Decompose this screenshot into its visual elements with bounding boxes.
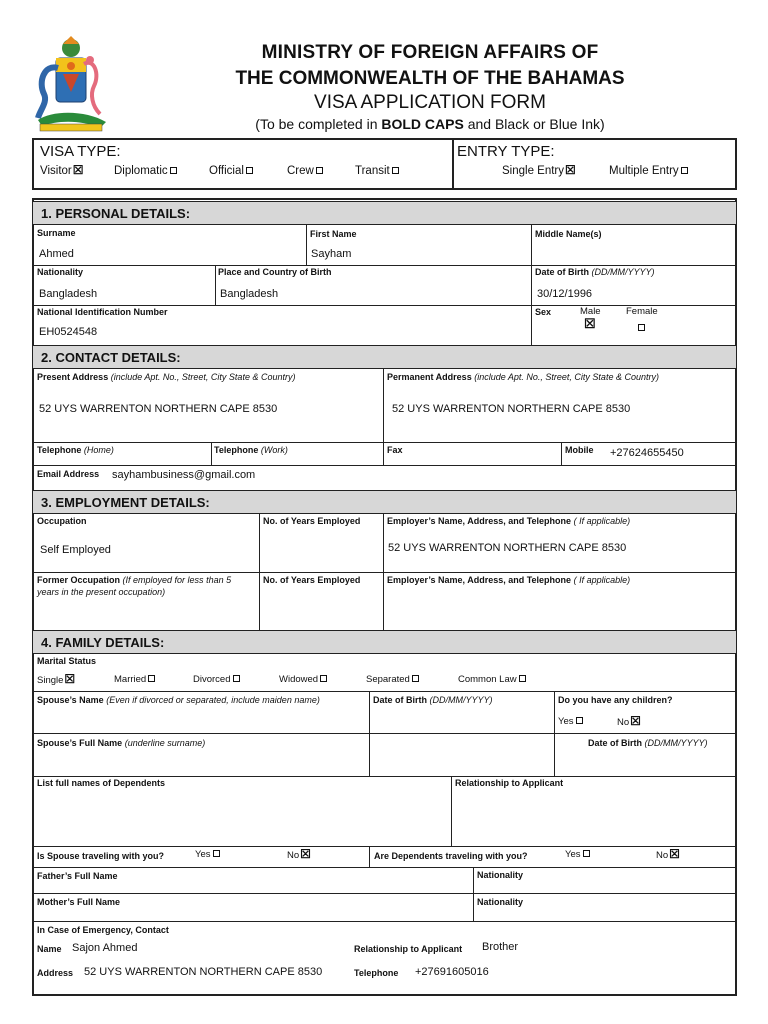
emergency-address-label: Address	[37, 968, 74, 978]
nid-value[interactable]: EH0524548	[39, 326, 98, 338]
section-employment-details: 3. EMPLOYMENT DETAILS:	[33, 490, 736, 514]
emergency-address-value[interactable]: 52 UYS WARRENTON NORTHERN CAPE 8530	[84, 966, 323, 978]
present-address-label: Present Address (include Apt. No., Street, City State & Country)	[37, 372, 296, 382]
email-label: Email Address	[37, 469, 100, 479]
first-name-value[interactable]: Sayham	[311, 248, 352, 260]
entry-option-multiple[interactable]: Multiple Entry	[609, 165, 688, 177]
marital-status-label: Marital Status	[37, 656, 97, 666]
dob-label: Date of Birth (DD/MM/YYYY)	[535, 267, 655, 277]
place-of-birth-value[interactable]: Bangladesh	[220, 288, 279, 300]
email-value[interactable]: sayhambusiness@gmail.com	[112, 469, 256, 481]
visa-option-crew[interactable]: Crew	[287, 165, 323, 177]
form-instructions: (To be completed in BOLD CAPS and Black or Blue Ink)	[255, 116, 605, 132]
dob-value[interactable]: 30/12/1996	[537, 288, 593, 300]
visa-option-official[interactable]: Official	[209, 165, 253, 177]
section-family-details: 4. FAMILY DETAILS:	[33, 630, 736, 654]
mobile-label: Mobile	[565, 445, 594, 455]
employer-value[interactable]: 52 UYS WARRENTON NORTHERN CAPE 8530	[388, 542, 627, 554]
marital-widowed[interactable]: Widowed	[279, 674, 327, 685]
fax-label: Fax	[387, 445, 403, 455]
spouse-travel-no[interactable]: No☒	[287, 847, 311, 861]
entry-type-label: ENTRY TYPE:	[457, 143, 555, 160]
emergency-relationship-value[interactable]: Brother	[482, 941, 519, 953]
permanent-address-value[interactable]: 52 UYS WARRENTON NORTHERN CAPE 8530	[392, 403, 631, 415]
emergency-name-label: Name	[37, 944, 62, 954]
surname-label: Surname	[37, 228, 76, 238]
visa-type-label: VISA TYPE:	[40, 143, 121, 160]
mother-nationality-label: Nationality	[477, 897, 524, 907]
spouse-full-dob-label: Date of Birth (DD/MM/YYYY)	[588, 738, 708, 748]
mobile-value[interactable]: +27624655450	[610, 447, 684, 459]
visa-option-visitor[interactable]: Visitor☒	[40, 163, 84, 177]
children-label: Do you have any children?	[558, 695, 673, 705]
dependents-travel-yes[interactable]: Yes	[565, 849, 590, 860]
form-frame	[32, 198, 737, 996]
spouse-travel-label: Is Spouse traveling with you?	[37, 851, 165, 861]
surname-value[interactable]: Ahmed	[39, 248, 74, 260]
section-personal-details: 1. PERSONAL DETAILS:	[33, 201, 736, 225]
father-nationality-label: Nationality	[477, 870, 524, 880]
emergency-relationship-label: Relationship to Applicant	[354, 944, 463, 954]
emergency-telephone-label: Telephone	[354, 968, 399, 978]
former-occupation-hint: years in the present occupation)	[37, 587, 166, 597]
mother-name-label: Mother’s Full Name	[37, 897, 121, 907]
emergency-contact-label: In Case of Emergency, Contact	[37, 925, 169, 935]
spouse-name-label: Spouse’s Name (Even if divorced or separated, include maiden name)	[37, 695, 320, 705]
marital-common-law[interactable]: Common Law	[458, 674, 526, 685]
sex-label: Sex	[535, 307, 552, 317]
marital-separated[interactable]: Separated	[366, 674, 419, 685]
telephone-home-label: Telephone (Home)	[37, 445, 114, 455]
sex-male-label: Male	[580, 306, 601, 317]
relationship-label: Relationship to Applicant	[455, 778, 564, 788]
sex-male-checkbox[interactable]: ☒	[584, 316, 596, 331]
first-name-label: First Name	[310, 229, 357, 239]
occupation-value[interactable]: Self Employed	[40, 544, 111, 556]
visa-entry-box	[32, 138, 737, 190]
place-of-birth-label: Place and Country of Birth	[218, 267, 332, 277]
children-yes[interactable]: Yes	[558, 716, 583, 727]
employer-label: Employer’s Name, Address, and Telephone ( If applicable)	[387, 516, 631, 526]
nid-label: National Identification Number	[37, 307, 168, 317]
marital-divorced[interactable]: Divorced	[193, 674, 240, 685]
telephone-work-label: Telephone (Work)	[214, 445, 288, 455]
dependents-travel-label: Are Dependents traveling with you?	[374, 851, 528, 861]
form-title: VISA APPLICATION FORM	[314, 92, 546, 113]
spouse-dob-label: Date of Birth (DD/MM/YYYY)	[373, 695, 493, 705]
years-employed-label: No. of Years Employed	[263, 516, 361, 526]
ministry-title-line1: MINISTRY OF FOREIGN AFFAIRS OF	[261, 42, 599, 63]
marital-married[interactable]: Married	[114, 674, 155, 685]
emergency-telephone-value[interactable]: +27691605016	[415, 966, 489, 978]
visa-option-diplomatic[interactable]: Diplomatic	[114, 165, 177, 177]
spouse-travel-yes[interactable]: Yes	[195, 849, 220, 860]
entry-option-single[interactable]: Single Entry☒	[502, 163, 576, 177]
emergency-name-value[interactable]: Sajon Ahmed	[72, 942, 138, 954]
sex-female-label: Female	[626, 306, 658, 317]
former-employer-label: Employer’s Name, Address, and Telephone ( If applicable)	[387, 575, 631, 585]
nationality-label: Nationality	[37, 267, 84, 277]
ministry-title-line2: THE COMMONWEALTH OF THE BAHAMAS	[235, 68, 625, 89]
sex-female-checkbox[interactable]	[636, 318, 645, 336]
occupation-label: Occupation	[37, 516, 87, 526]
middle-name-label: Middle Name(s)	[535, 229, 602, 239]
permanent-address-label: Permanent Address (include Apt. No., Street, City State & Country)	[387, 372, 659, 382]
former-occupation-label: Former Occupation (If employed for less than 5	[37, 575, 232, 585]
dependents-label: List full names of Dependents	[37, 778, 166, 788]
visa-option-transit[interactable]: Transit	[355, 165, 399, 177]
nationality-value[interactable]: Bangladesh	[39, 288, 98, 300]
present-address-value[interactable]: 52 UYS WARRENTON NORTHERN CAPE 8530	[39, 403, 278, 415]
dependents-travel-no[interactable]: No☒	[656, 847, 680, 861]
section-contact-details: 2. CONTACT DETAILS:	[33, 345, 736, 369]
father-name-label: Father’s Full Name	[37, 871, 118, 881]
children-no[interactable]: No☒	[617, 714, 641, 728]
marital-single[interactable]: Single☒	[37, 672, 76, 686]
coat-of-arms-emblem	[30, 34, 112, 134]
spouse-full-name-label: Spouse’s Full Name (underline surname)	[37, 738, 206, 748]
former-years-label: No. of Years Employed	[263, 575, 361, 585]
